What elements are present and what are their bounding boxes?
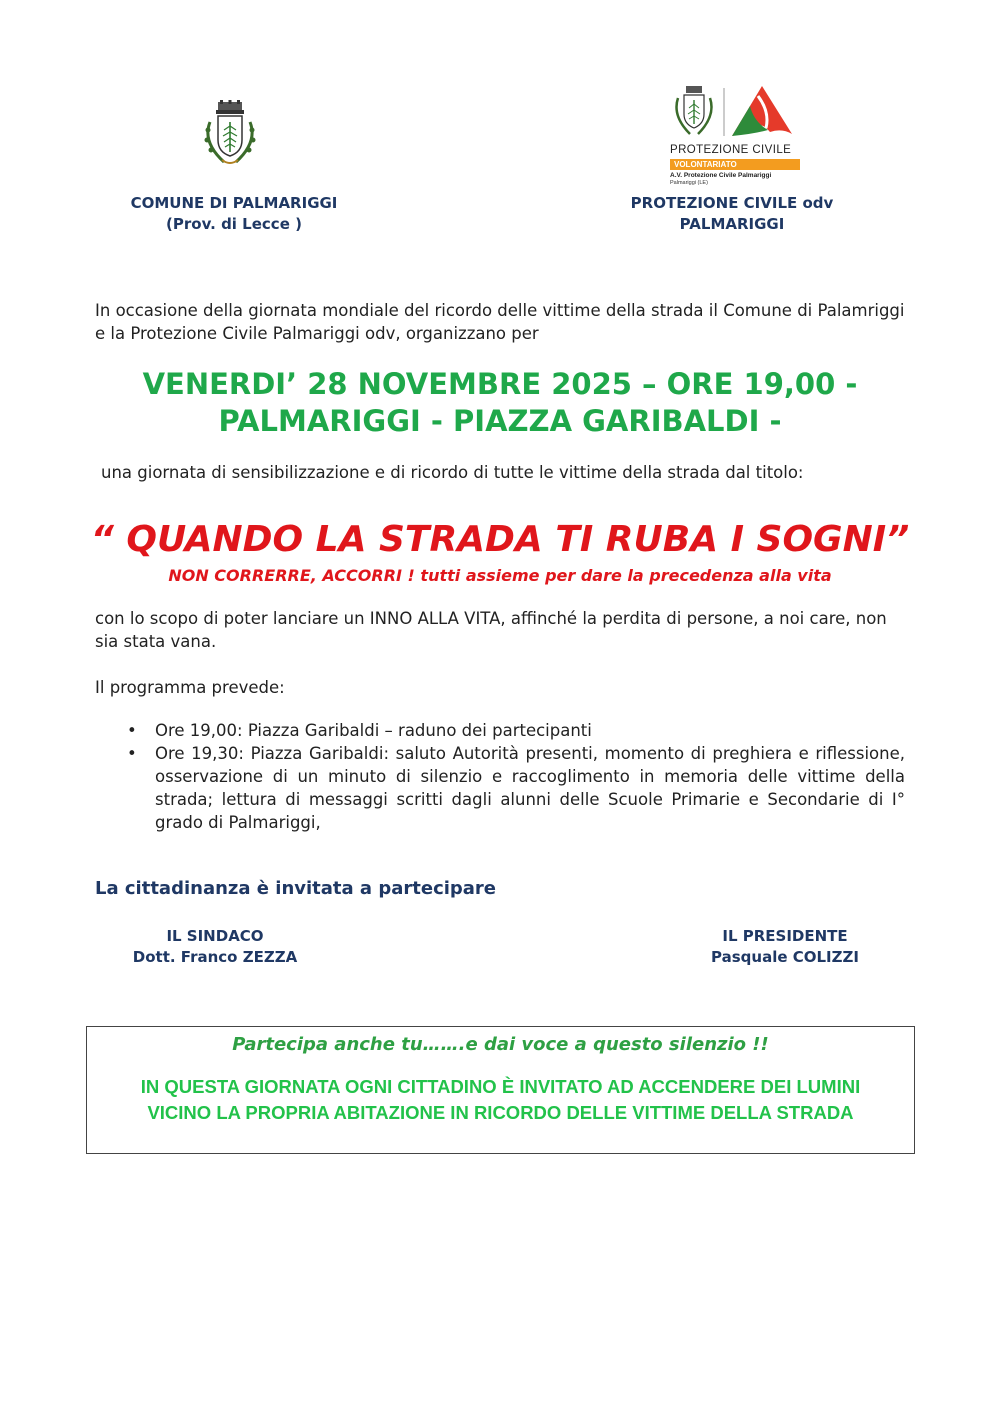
signature-right-role: IL PRESIDENTE xyxy=(722,927,848,945)
comune-name: COMUNE DI PALMARIGGI xyxy=(130,194,338,212)
list-item xyxy=(127,742,905,834)
appeal-line-3: VICINO LA PROPRIA ABITAZIONE IN RICORDO DELLE VITTIME DELLA STRADA xyxy=(147,1102,854,1123)
protezione-logo-sub1: A.V. Protezione Civile Palmariggi xyxy=(670,172,772,179)
protezione-logo-text: PROTEZIONE CIVILE xyxy=(670,144,792,156)
purpose-paragraph: con lo scopo di poter lanciare un INNO ALLA VITA, affinché la perdita di persone, a noi care, non sia stata vana. xyxy=(95,609,887,651)
bullet: • xyxy=(127,721,137,740)
event-tagline: NON CORRERRE, ACCORRI ! tutti assieme per dare la precedenza alla vita xyxy=(168,566,832,585)
appeal-line-2: IN QUESTA GIORNATA OGNI CITTADINO È INVITATO AD ACCENDERE DEI LUMINI xyxy=(140,1076,861,1097)
intro-paragraph: In occasione della giornata mondiale del ricordo delle vittime della strada il Comune di Palamriggi e la Protezione Civile Palmariggi odv, organizzano per xyxy=(95,301,905,343)
protezione-logo-band: VOLONTARIATO xyxy=(670,159,800,170)
protezione-town: PALMARIGGI xyxy=(679,215,785,233)
program-heading: Il programma prevede: xyxy=(95,678,285,697)
protezione-logo-sub2: Palmariggi (LE) xyxy=(670,180,708,186)
bullet: • xyxy=(127,744,137,763)
event-date-line: VENERDI’ 28 NOVEMBRE 2025 – ORE 19,00 - xyxy=(142,367,858,401)
list-item xyxy=(127,719,905,742)
invitation-line: La cittadinanza è invitata a partecipare xyxy=(95,878,497,899)
program-item-text: Ore 19,30: Piazza Garibaldi: saluto Autorità presenti, momento di preghiera e riflessione, osservazione di un minuto di silenzio e raccoglimento in memoria delle vittime della strada; lettura di messaggi scritti dagli alunni delle Scuole Primarie e Secondarie di I° grado di Palmariggi, xyxy=(155,744,905,832)
protezione-name: PROTEZIONE CIVILE odv xyxy=(630,194,834,212)
appeal-box xyxy=(86,1026,915,1154)
signature-left-role: IL SINDACO xyxy=(166,927,264,945)
signature-right-name: Pasquale COLIZZI xyxy=(711,948,859,966)
program-item-text: Ore 19,00: Piazza Garibaldi – raduno dei partecipanti xyxy=(155,721,592,740)
event-title: “ QUANDO LA STRADA TI RUBA I SOGNI” xyxy=(90,519,910,560)
coat-of-arms-icon xyxy=(194,100,266,168)
appeal-line-1: Partecipa anche tu…….e dai voce a questo silenzio !! xyxy=(232,1034,769,1055)
protezione-civile-logo xyxy=(670,82,800,190)
program-list xyxy=(127,719,905,834)
comune-province: (Prov. di Lecce ) xyxy=(166,215,302,233)
event-place-line: PALMARIGGI - PIAZZA GARIBALDI - xyxy=(218,404,782,438)
subtitle-line: una giornata di sensibilizzazione e di ricordo di tutte le vittime della strada dal titolo: xyxy=(101,463,804,482)
signature-left-name: Dott. Franco ZEZZA xyxy=(132,948,298,966)
